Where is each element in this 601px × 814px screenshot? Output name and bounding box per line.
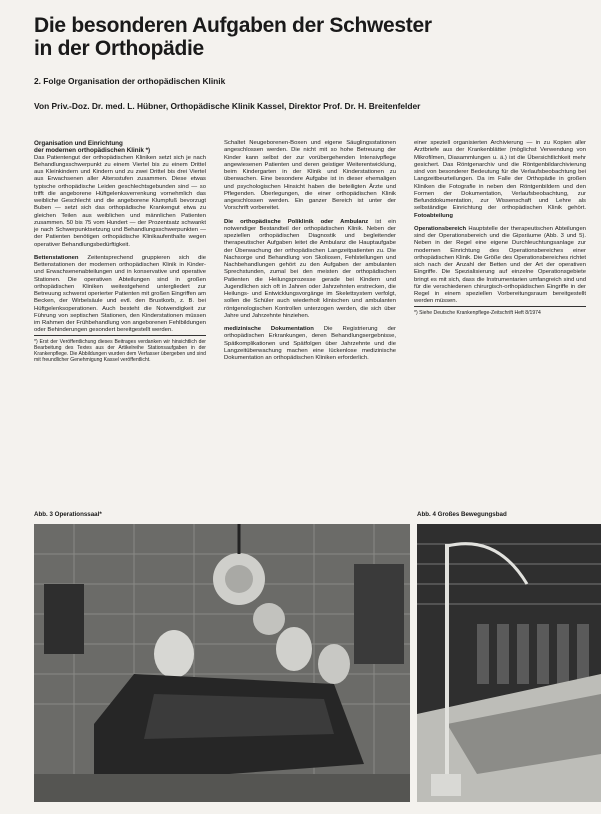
keyword: Fotoabteilung: [414, 212, 453, 219]
paragraph: Das Patientengut der orthopädischen Kliniken setzt sich je nach Behandlungsschwerpunkt zu einem Viertel bis zu einem Drittel aus Kleinkindern und Kindern und zu zwei Drittel bis drei Viertel aus Erwachsenen aller Altersstufen zusammen. Diese etwas typische orthopädische Leiden geschlechtsgebunden sind — so trifft die angeborene Hüftgelenksverrenkung vornehmlich das weibliche Geschlecht und die angeborene Klumpfuß bevorzugt Buben — setzt sich das orthopädische Krankengut etwa zu gleichen Teilen aus weiblichen und männlichen Patienten zusammen. 50 bis 75 vom Hundert — der Prozentsatz schwankt je nach Schwerpunktsetzung und Behandlungsschwerpunkten — der Patienten benötigen orthopädische Klinikaufenthalte wegen operativer Behandlungsbedürftigkeit.: [34, 154, 206, 248]
keyword: Operationsbereich: [414, 225, 467, 232]
section-heading-line-1: Organisation und Einrichtung: [34, 140, 123, 147]
figure-3-caption: Abb. 3 Operationssaal*: [34, 511, 102, 518]
section-heading: [34, 140, 206, 155]
title-line-1: Die besonderen Aufgaben der Schwester: [34, 14, 432, 37]
text-column-3: [414, 140, 586, 316]
figure-4-caption: Abb. 4 Großes Bewegungsbad: [417, 511, 507, 518]
keyword: Bettenstationen: [34, 254, 79, 261]
footnote: *) Erst der Veröffentlichung dieses Beitrages verdanken wir hinsichtlich der Bearbeitung des Textes aus der Artikelreihe Stationsaufgaben in der Krankenpflege. Die Abbildungen wurden dem Verfasser übergeben und sind mit freundlicher Genehmigung Kassel veröffentlicht.: [34, 335, 206, 364]
footnote: *) Siehe Deutsche Krankenpflege-Zeitschrift Heft 8/1974: [414, 306, 586, 316]
article-title: [34, 14, 574, 60]
paragraph-text: Hauptstelle der therapeutischen Abteilungen sind der Operationsbereich und die Gipsräume (Abb. 3 und 5). Neben in der Regel eine eigene Durchleuchtungsanlage zur modernen Einrichtung des Operationsbereiches einer orthopädischen Klinik. Die Größe des Operationsbereiches richtet sich nach der Anzahl der Betten und der Art der operativen Eingriffe. Die Spezialisierung auf einzelne Operationsgebiete bringt es mit sich, dass die Instrumentarien umfangreich sind und für die verschiedenen chirurgisch-orthopädischen Eingriffe in der Regel in einem speziellen Vorbereitungsraum bereitgestellt werden müssen.: [414, 225, 586, 305]
keyword: medizinische Dokumentation: [224, 326, 314, 332]
paragraph-text: Zeitentsprechend gruppieren sich die Bettenstationen der modernen orthopädischen Klinik in Kinder- und Erwachsenenabteilungen und in konservative und operative Stationen. Die operativen Abteilungen sind in großen orthopädischen Kliniken weitestgehend untergliedert zur Betreuung schwerst operierter Patienten mit großen Eingriffen am Becken, der Wirbelsäule und evtl. den Brustkorb, z. B. bei Hüftgelenksoperationen. Auch besteht die Notwendigkeit zur Führung von septischen Stationen, den Kinderstationen müssen im Rahmen der Frühbehandlung von angeborenen Fehlbildungen oder Behinderungen gesondert bereitgestellt werden.: [34, 254, 206, 334]
keyword: Die orthopädische Poliklinik oder Ambulanz: [224, 218, 369, 225]
paragraph-text: Die Registrierung der orthopädischen Erkrankungen, deren Behandlungsergebnisse, Spätkomplikationen und Spätfolgen über Jahrzehnte und die Langzeitüberwachung machen eine lückenlose medizinische Dokumentation an orthopädischen Kliniken erforderlich.: [224, 326, 396, 361]
paragraph: [224, 326, 396, 362]
title-line-2: in der Orthopädie: [34, 37, 204, 60]
paragraph-text: einer speziell organisierten Archivierung — in zu Kopien aller Arztbriefe aus der Krankenblätter (möglichst Verwendung von Mikrofilmen, Diasammlungen u. ä.) ist die Übersichtlichkeit mehr gesichert. Das Röntgenarchiv und die Röntgenbildarchivierung sind von besonderer Bedeutung für die Verlaufsbeobachtung bei Langzeitbeurteilungen. Da im Falle der Orthopädie in großen Kliniken die Fotografie in neben den Röntgenbildern und den Formen der Dokumentation, Verlaufsbeobachtung, zur Befunddokumentation, zur Wissenschaft und Lehre als selbständige Einrichtung der orthopädischen Klinik gehört.: [414, 140, 586, 212]
text-column-2: [224, 140, 396, 362]
exercise-pool-photo: [417, 524, 601, 802]
paragraph: [414, 226, 586, 306]
paragraph: Schaltet Neugeborenen-Boxen und eigene Säuglingsstationen angeschlossen werden. Die nicht mit so hohe Betreuung der Kinder kann selbst der zur vorübergehenden Intensivpflege angewiesenen Patienten und deren geistiger Weiterentwicklung, beim Kindergarten in der Klinik und Kinderstationen zu überwachen. Eine besondere Aufgabe ist in dieser ehemaligen und psychologischen Hinsicht haben die beteiligten Ärzte und Pflegenden. Überlegungen, die einer orthopädischen Klinik angeschlossen werden. Ein ganzer Bereich ist unter der Vorschrift vorbereitet.: [224, 140, 396, 212]
paragraph: [34, 255, 206, 335]
paragraph-text: ist ein notwendiger Bestandteil der orthopädischen Klinik. Neben der speziellen orthopädischen Diagnostik und begleitender therapeutischer Aufgaben leitet die Ambulanz die Hauptaufgabe der Überwachung der orthopädischen Langzeitpatienten zu. Die Nachsorge und Behandlung von Skoliosen, Fehlstellungen und Nachbehandlungen gehört zu den Aufgaben der ambulanten Sprechstunden, zumal bei den meisten der orthopädischen Patienten die Heilungsprozesse gerade bei Kindern und Jugendlichen sich oft in Jahren oder Jahrzehnten erstrecken, die Heilungs- und Entwicklungsvorgänge im Skelettsystem verfolgt, sollen die Schüler auch wiederholt klinischen und ambulanten röntgenologischen Kontrollen unterzogen werden, die sich über Jahre und Jahrzehnte hinziehen.: [224, 218, 397, 319]
paragraph: [414, 140, 586, 220]
author-line: Von Priv.-Doz. Dr. med. L. Hübner, Orthopädische Klinik Kassel, Direktor Prof. Dr. H. Breitenfelder: [34, 101, 421, 111]
operating-room-photo: [34, 524, 410, 802]
section-heading-line-2: der modernen orthopädischen Klinik *): [34, 147, 151, 155]
text-column-1: [34, 140, 206, 363]
series-subtitle: 2. Folge Organisation der orthopädischen Klinik: [34, 76, 226, 86]
paragraph: [224, 219, 396, 321]
